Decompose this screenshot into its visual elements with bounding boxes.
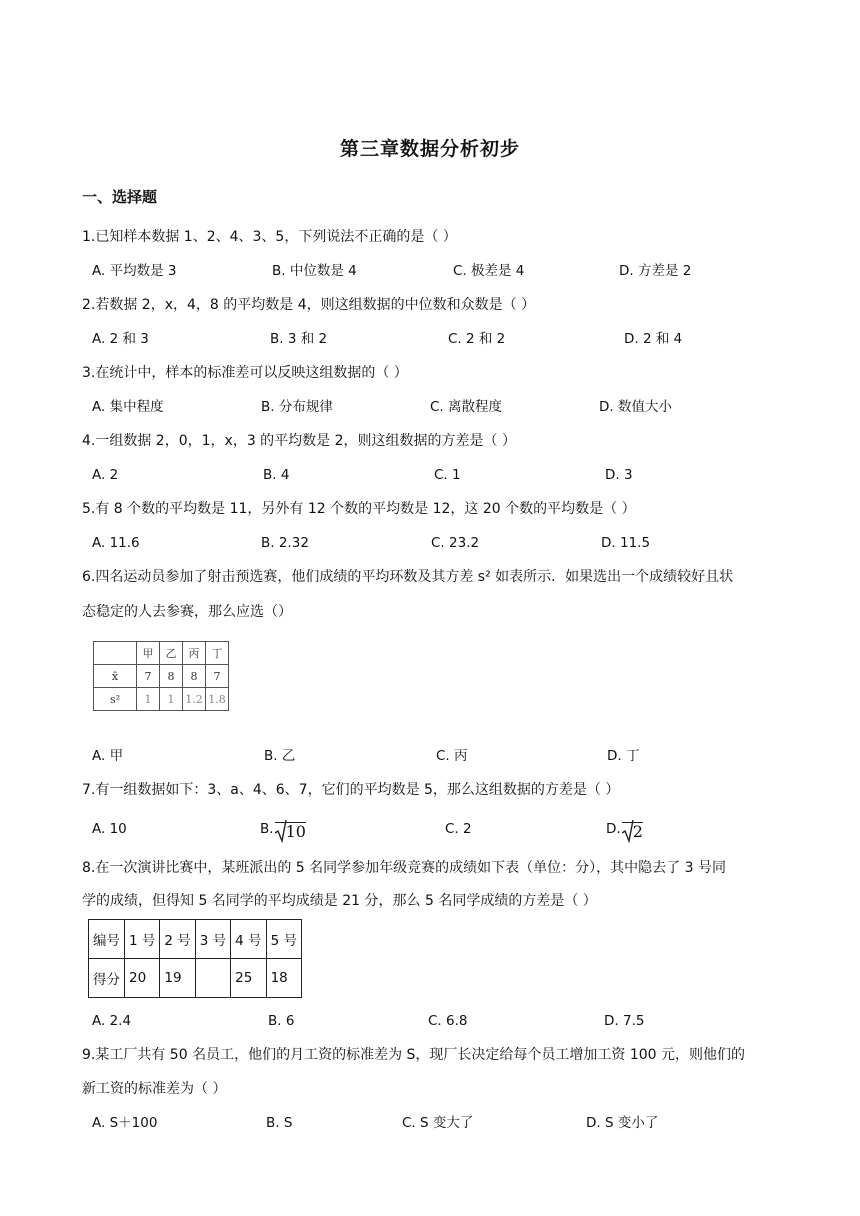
option-a: A. 11.6 — [92, 535, 140, 551]
option-d: D. S 变小了 — [586, 1115, 659, 1131]
question-7-options — [92, 817, 792, 841]
table-cell: 3 号 — [195, 920, 230, 959]
table-cell: 1 号 — [125, 920, 160, 959]
option-d: D. 丁 — [607, 748, 640, 764]
option-b: B. 6 — [268, 1013, 295, 1029]
option-c: C. 离散程度 — [430, 399, 503, 415]
option-c: C. 极差是 4 — [453, 263, 525, 279]
option-b: B. 分布规律 — [261, 399, 333, 415]
option-d: D. 方差是 2 — [619, 263, 692, 279]
question-1: 1.已知样本数据 1、2、4、3、5，下列说法不正确的是（ ） — [82, 229, 457, 245]
question-1-options — [92, 259, 792, 283]
table-cell: 8 — [160, 665, 183, 688]
question-5-options — [92, 531, 792, 555]
table-row — [94, 665, 229, 688]
question-3: 3.在统计中，样本的标准差可以反映这组数据的（ ） — [82, 365, 408, 381]
table-cell: 编号 — [89, 920, 125, 959]
option-b — [260, 817, 306, 845]
question-2-options — [92, 327, 792, 351]
table-cell: 甲 — [137, 642, 160, 665]
option-a: A. 10 — [92, 821, 127, 837]
table-cell: 7 — [137, 665, 160, 688]
table-cell: 1 — [137, 688, 160, 711]
option-b: B. S — [266, 1115, 293, 1131]
table-cell: s² — [94, 688, 137, 711]
radicand: 10 — [275, 822, 306, 841]
section-heading: 一、选择题 — [82, 188, 158, 206]
option-d: D. 11.5 — [601, 535, 651, 551]
question-9-options — [92, 1111, 792, 1135]
question-9-line-1: 9.某工厂共有 50 名员工，他们的月工资的标准差为 S，现厂长决定给每个员工增加工资 100 元，则他们的 — [82, 1047, 746, 1063]
option-c: C. 23.2 — [431, 535, 480, 551]
table-cell: 1.2 — [183, 688, 206, 711]
option-a: A. 2 和 3 — [92, 331, 149, 347]
option-a: A. 集中程度 — [92, 399, 164, 415]
option-c: C. 2 — [445, 821, 472, 837]
question-8-line-2: 学的成绩，但得知 5 名同学的平均成绩是 21 分，那么 5 名同学成绩的方差是（ ） — [82, 893, 597, 909]
option-a: A. 2.4 — [92, 1013, 132, 1029]
option-a: A. 2 — [92, 467, 119, 483]
table-cell: 7 — [206, 665, 229, 688]
option-b: B. 3 和 2 — [270, 331, 328, 347]
option-d — [606, 817, 643, 845]
question-6-table — [93, 641, 229, 711]
question-7: 7.有一组数据如下：3、a、4、6、7，它们的平均数是 5，那么这组数据的方差是（ ） — [82, 782, 620, 798]
option-d: D. 数值大小 — [599, 399, 672, 415]
radicand: 2 — [622, 822, 643, 841]
question-8-line-1: 8.在一次演讲比赛中，某班派出的 5 名同学参加年级竞赛的成绩如下表（单位：分），其中隐去了 3 号同 — [82, 860, 726, 876]
option-c: C. 1 — [434, 467, 461, 483]
option-a: A. 平均数是 3 — [92, 263, 177, 279]
table-cell: 得分 — [89, 959, 125, 998]
table-cell: 1.8 — [206, 688, 229, 711]
table-cell: 5 号 — [266, 920, 301, 959]
table-cell: 25 — [231, 959, 266, 998]
table-cell — [195, 959, 230, 998]
table-cell: 18 — [266, 959, 301, 998]
question-8-options — [92, 1009, 792, 1033]
table-cell: 乙 — [160, 642, 183, 665]
table-cell: 20 — [125, 959, 160, 998]
option-d: D. 3 — [605, 467, 633, 483]
table-cell: 2 号 — [160, 920, 195, 959]
option-a: A. S＋100 — [92, 1115, 158, 1131]
question-6-line-1: 6.四名运动员参加了射击预选赛，他们成绩的平均环数及其方差 s² 如表所示．如果选出一个成绩较好且状 — [82, 569, 734, 585]
question-6-line-2: 态稳定的人去参赛，那么应选（） — [82, 604, 292, 620]
table-cell: 丙 — [183, 642, 206, 665]
option-c: C. S 变大了 — [402, 1115, 474, 1131]
question-9-line-2: 新工资的标准差为（ ） — [82, 1081, 227, 1097]
option-b: B. 4 — [263, 467, 290, 483]
option-b: B. 乙 — [264, 748, 296, 764]
option-d: D. 7.5 — [604, 1013, 645, 1029]
question-6-options — [92, 744, 792, 768]
option-c: C. 6.8 — [428, 1013, 468, 1029]
table-row — [89, 959, 302, 998]
question-4-options — [92, 463, 792, 487]
option-d: D. 2 和 4 — [624, 331, 683, 347]
option-a: A. 甲 — [92, 748, 124, 764]
square-root — [622, 821, 643, 845]
option-b: B. 中位数是 4 — [272, 263, 357, 279]
table-cell: 4 号 — [231, 920, 266, 959]
table-cell: 丁 — [206, 642, 229, 665]
table-cell: 19 — [160, 959, 195, 998]
question-5: 5.有 8 个数的平均数是 11，另外有 12 个数的平均数是 12，这 20 个数的平均数是（ ） — [82, 501, 636, 517]
table-cell: 8 — [183, 665, 206, 688]
table-header-row — [94, 642, 229, 665]
question-2: 2.若数据 2，x，4，8 的平均数是 4，则这组数据的中位数和众数是（ ） — [82, 297, 536, 313]
option-c: C. 丙 — [436, 748, 468, 764]
table-cell: x̄ — [94, 665, 137, 688]
question-8-table — [88, 919, 302, 998]
question-4: 4.一组数据 2，0，1，x，3 的平均数是 2，则这组数据的方差是（ ） — [82, 433, 516, 449]
table-row — [94, 688, 229, 711]
question-3-options — [92, 395, 792, 419]
table-cell — [94, 642, 137, 665]
page-title: 第三章数据分析初步 — [339, 138, 520, 160]
option-b-label: B. — [260, 821, 274, 837]
table-header-row — [89, 920, 302, 959]
square-root — [275, 821, 306, 845]
option-d-label: D. — [606, 821, 621, 837]
option-c: C. 2 和 2 — [448, 331, 506, 347]
table-cell: 1 — [160, 688, 183, 711]
option-b: B. 2.32 — [261, 535, 309, 551]
